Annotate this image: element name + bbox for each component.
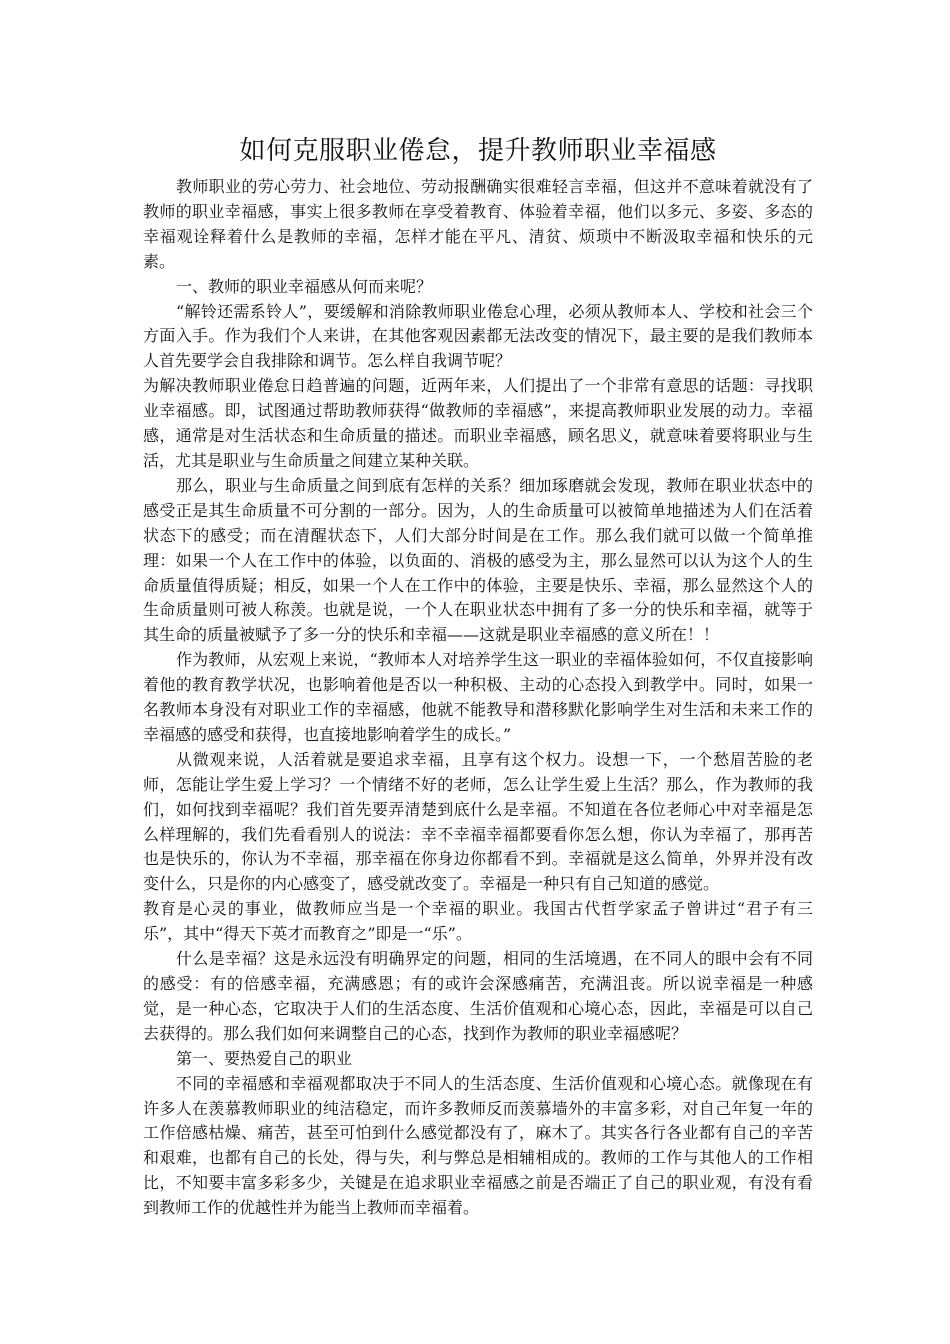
document-page: [143, 131, 813, 1221]
paragraph: 那么，职业与生命质量之间到底有怎样的关系？细加琢磨就会发现，教师在职业状态中的感受正是其生命质量不可分割的一部分。因为，人的生命质量可以被简单地描述为人们在活着状态下的感受；而在清醒状态下，人们大部分时间是在工作。那么我们就可以做一个简单推理：如果一个人在工作中的体验，以负面的、消极的感受为主，那么显然可以认为这个人的生命质量值得质疑；相反，如果一个人在工作中的体验，主要是快乐、幸福，那么显然这个人的生命质量则可被人称羡。也就是说，一个人在职业状态中拥有了多一分的快乐和幸福，就等于其生命的质量被赋予了多一分的快乐和幸福——这就是职业幸福感的意义所在！！: [143, 475, 813, 645]
paragraph: 为解决教师职业倦怠日趋普遍的问题，近两年来，人们提出了一个非常有意思的话题：寻找职业幸福感。即，试图通过帮助教师获得“做教师的幸福感”，来提高教师职业发展的动力。幸福感，通常是对生活状态和生命质量的描述。而职业幸福感，顾名思义，就意味着要将职业与生活，尤其是职业与生命质量之间建立某种关联。: [143, 376, 813, 470]
paragraph: 一、教师的职业幸福感从何而来呢？: [176, 276, 433, 296]
paragraph: 作为教师，从宏观上来说，“教师本人对培养学生这一职业的幸福体验如何，不仅直接影响着他的教育教学状况，也影响着他是否以一种积极、主动的心态投入到教学中。同时，如果一名教师本身没有对职业工作的幸福感，他就不能教导和潜移默化影响学生对生活和未来工作的幸福感的感受和获得，也直接地影响着学生的成长。”: [143, 650, 813, 744]
paragraph: “解铃还需系铃人”，要缓解和消除教师职业倦怠心理，必须从教师本人、学校和社会三个方面入手。作为我们个人来讲，在其他客观因素都无法改变的情况下，最主要的是我们教师本人首先要学会自我排除和调节。怎么样自我调节呢？: [143, 301, 813, 371]
document-body: [143, 175, 813, 1221]
paragraph: 教育是心灵的事业，做教师应当是一个幸福的职业。我国古代哲学家孟子曾讲过“君子有三乐”，其中“得天下英才而教育之”即是一“乐”。: [143, 899, 813, 944]
paragraph: 教师职业的劳心劳力、社会地位、劳动报酬确实很难轻言幸福，但这并不意味着就没有了教师的职业幸福感，事实上很多教师在享受着教育、体验着幸福，他们以多元、多姿、多态的幸福观诠释着什么是教师的幸福，怎样才能在平凡、清贫、烦琐中不断汲取幸福和快乐的元素。: [143, 177, 813, 271]
paragraph: 第一、要热爱自己的职业: [176, 1048, 353, 1068]
paragraph: 不同的幸福感和幸福观都取决于不同人的生活态度、生活价值观和心境心态。就像现在有许多人在羡慕教师职业的纯洁稳定，而许多教师反而羡慕墙外的丰富多彩，对自己年复一年的工作倍感枯燥、痛苦，甚至可怕到什么感觉都没有了，麻木了。其实各行各业都有自己的辛苦和艰难，也都有自己的长处，得与失，利与弊总是相辅相成的。教师的工作与其他人的工作相比，不知要丰富多彩多少，关键是在追求职业幸福感之前是否端正了自己的职业观，有没有看到教师工作的优越性并为能当上教师而幸福着。: [143, 1073, 813, 1218]
paragraph: 什么是幸福？这是永远没有明确界定的问题，相同的生活境遇，在不同人的眼中会有不同的感受：有的倍感幸福，充满感恩；有的或许会深感痛苦，充满沮丧。所以说幸福是一种感觉，是一种心态，它取决于人们的生活态度、生活价值观和心境心态，因此，幸福是可以自己去获得的。那么我们如何来调整自己的心态，找到作为教师的职业幸福感呢？: [143, 949, 813, 1043]
paragraph: 从微观来说，人活着就是要追求幸福，且享有这个权力。设想一下，一个愁眉苦脸的老师，怎能让学生爱上学习？一个情绪不好的老师，怎么让学生爱上生活？那么，作为教师的我们，如何找到幸福呢？我们首先要弄清楚到底什么是幸福。不知道在各位老师心中对幸福是怎么样理解的，我们先看看别人的说法：幸不幸福幸福都要看你怎么想，你认为幸福了，那再苦也是快乐的，你认为不幸福，那幸福在你身边你都看不到。幸福就是这么简单，外界并没有改变什么，只是你的内心感变了，感受就改变了。幸福是一种只有自己知道的感觉。: [143, 749, 813, 894]
document-title: 如何克服职业倦怠，提升教师职业幸福感: [239, 136, 717, 166]
